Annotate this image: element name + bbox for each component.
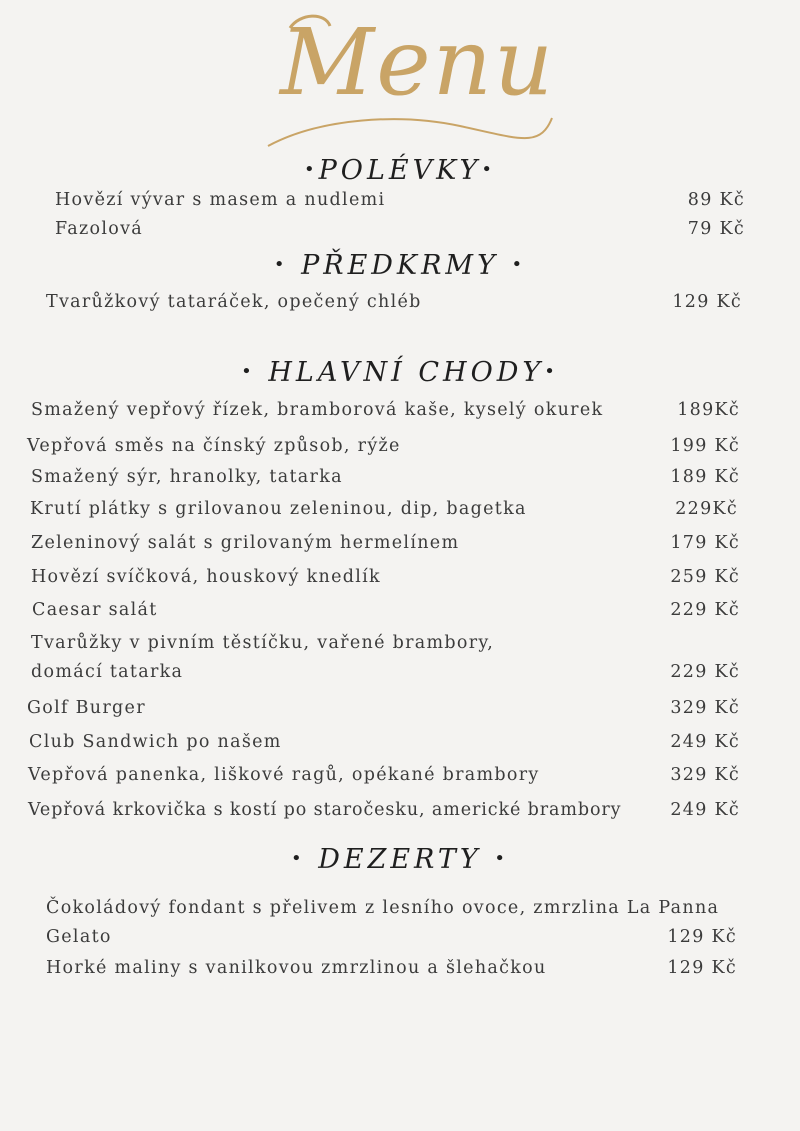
bullet-icon: • xyxy=(544,361,559,382)
menu-item-name: Caesar salát xyxy=(32,600,158,620)
menu-item-price: 229Kč xyxy=(675,499,738,519)
menu-item-name: Hovězí vývar s masem a nudlemi xyxy=(55,190,386,210)
bullet-icon: • xyxy=(241,361,256,382)
menu-item-name: Club Sandwich po našem xyxy=(29,732,282,752)
menu-item-name: Čokoládový fondant s přelivem z lesního ovoce, zmrzlina La Panna xyxy=(46,898,720,918)
menu-item-name: Tvarůžkový tataráček, opečený chléb xyxy=(46,292,422,312)
bullet-icon: • xyxy=(494,848,509,869)
menu-item-price: 329 Kč xyxy=(670,698,740,718)
menu-item-price: 129 Kč xyxy=(667,958,737,978)
menu-item-price: 79 Kč xyxy=(687,219,745,239)
menu-item-price: 129 Kč xyxy=(667,927,737,947)
bullet-icon: • xyxy=(291,848,306,869)
menu-item-name: Vepřová krkovička s kostí po staročesku, americké brambory xyxy=(28,800,622,820)
menu-item-price: 249 Kč xyxy=(670,732,740,752)
menu-item-name: Smažený sýr, hranolky, tatarka xyxy=(31,467,343,487)
section-heading-starters: • PŘEDKRMY • xyxy=(273,250,527,281)
menu-item-name-continued: Gelato xyxy=(46,927,112,947)
menu-item-name: Vepřová směs na čínský způsob, rýže xyxy=(27,436,401,456)
menu-item-price: 129 Kč xyxy=(672,292,742,312)
menu-item-name: Fazolová xyxy=(55,219,143,239)
menu-item-name: Smažený vepřový řízek, bramborová kaše, kyselý okurek xyxy=(31,400,604,420)
bullet-icon: • xyxy=(304,159,319,180)
menu-item-name: Tvarůžky v pivním těstíčku, vařené brambory, xyxy=(31,633,495,653)
menu-item-name: Hovězí svíčková, houskový knedlík xyxy=(31,567,381,587)
menu-item-name: Horké maliny s vanilkovou zmrzlinou a šlehačkou xyxy=(46,958,547,978)
menu-item-name: Krutí plátky s grilovanou zeleninou, dip, bagetka xyxy=(30,499,527,519)
menu-item-price: 259 Kč xyxy=(670,567,740,587)
menu-item-name: Zeleninový salát s grilovaným hermelínem xyxy=(31,533,460,553)
menu-item-price: 229 Kč xyxy=(670,662,740,682)
menu-item-price: 89 Kč xyxy=(687,190,745,210)
menu-title-text: Menu xyxy=(280,9,556,116)
menu-item-name: Vepřová panenka, liškové ragů, opékané brambory xyxy=(28,765,540,785)
menu-item-price: 189Kč xyxy=(677,400,740,420)
menu-title xyxy=(250,8,570,153)
section-heading-desserts: • DEZERTY • xyxy=(291,844,509,875)
menu-item-price: 189 Kč xyxy=(670,467,740,487)
menu-item-name-continued: domácí tatarka xyxy=(31,662,184,682)
bullet-icon: • xyxy=(481,159,496,180)
menu-item-price: 229 Kč xyxy=(670,600,740,620)
menu-item-price: 329 Kč xyxy=(670,765,740,785)
menu-item-name: Golf Burger xyxy=(27,698,146,718)
bullet-icon: • xyxy=(273,254,289,275)
bullet-icon: • xyxy=(511,254,527,275)
menu-item-price: 179 Kč xyxy=(670,533,740,553)
section-heading-mains: • HLAVNÍ CHODY• xyxy=(241,357,559,388)
section-heading-soups: •POLÉVKY• xyxy=(304,155,496,186)
menu-item-price: 249 Kč xyxy=(670,800,740,820)
menu-item-price: 199 Kč xyxy=(670,436,740,456)
